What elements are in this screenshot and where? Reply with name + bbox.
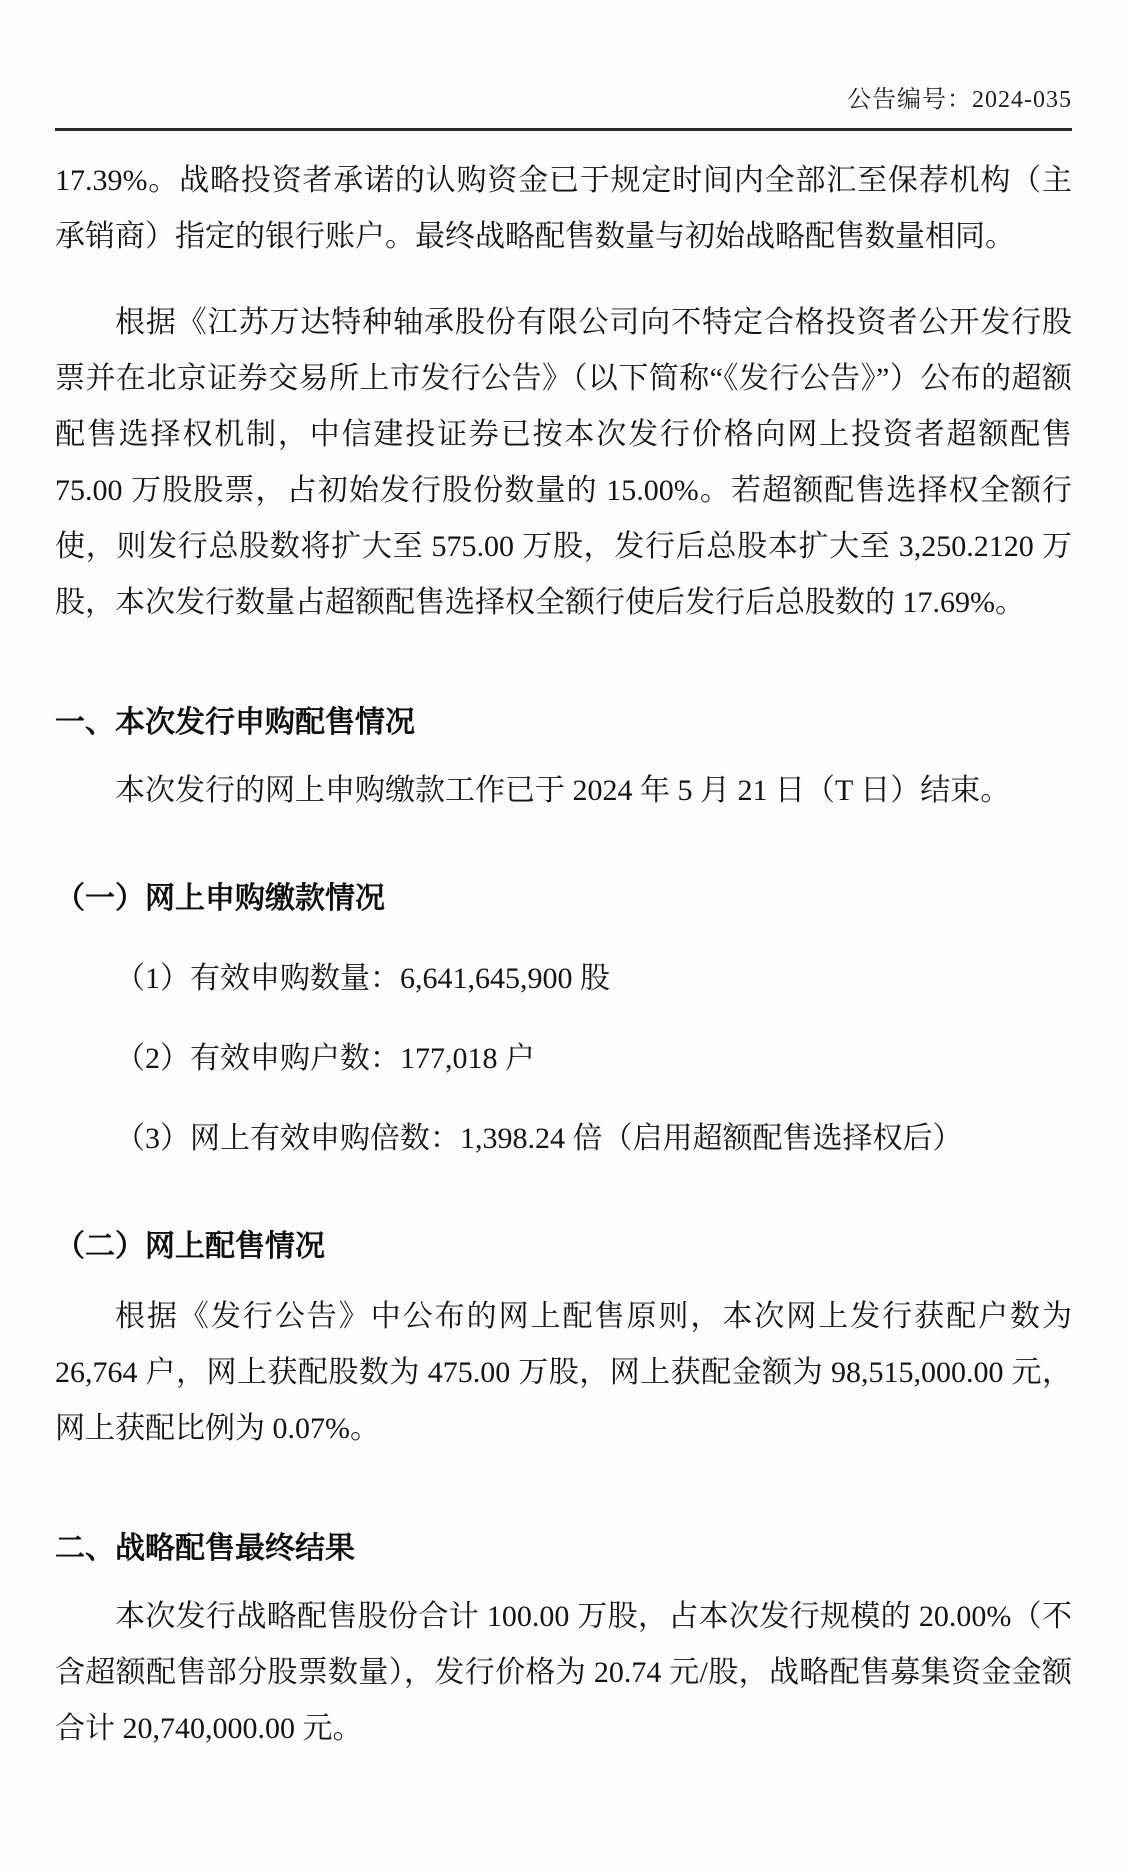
paragraph-online-payment-end-date: 本次发行的网上申购缴款工作已于 2024 年 5 月 21 日（T 日）结束。	[115, 774, 1011, 807]
list-item-valid-subscription-accounts: （2）有效申购户数：177,018 户	[115, 1042, 535, 1075]
paragraph-strategic-placement-result: 本次发行战略配售股份合计 100.00 万股，占本次发行规模的 20.00%（不含超额配售部分股票数量），发行价格为 20.74 元/股，战略配售募集资金金额合计 20,740,000.00 元。	[55, 1600, 1072, 1745]
paragraph-subscription-funds-carryover: 17.39%。战略投资者承诺的认购资金已于规定时间内全部汇至保荐机构（主承销商）指定的银行账户。最终战略配售数量与初始战略配售数量相同。	[55, 164, 1072, 253]
section-2-heading: 二、战略配售最终结果	[55, 1532, 355, 1565]
paragraph-overallotment-option: 根据《江苏万达特种轴承股份有限公司向不特定合格投资者公开发行股票并在北京证券交易所上市发行公告》（以下简称“《发行公告》”）公布的超额配售选择权机制，中信建投证券已按本次发行价格向网上投资者超额配售 75.00 万股股票，占初始发行股份数量的 15.00%。若超额配售选择权全额行使，则发行总股数将扩大至 575.00 万股，发行后总股本扩大至 3,250.2120 万股，本次发行数量占超额配售选择权全额行使后发行后总股数的 17.69%。	[55, 306, 1072, 619]
subsection-1-1-heading: （一）网上申购缴款情况	[55, 882, 385, 915]
list-item-valid-subscription-quantity: （1）有效申购数量：6,641,645,900 股	[115, 962, 610, 995]
announcement-number: 公告编号：2024-035	[847, 87, 1072, 113]
paragraph-online-allotment-result: 根据《发行公告》中公布的网上配售原则，本次网上发行获配户数为 26,764 户，网上获配股数为 475.00 万股，网上获配金额为 98,515,000.00 元，网上获配比例为 0.07%。	[55, 1300, 1072, 1445]
header-rule-divider	[55, 128, 1072, 131]
list-item-valid-subscription-multiple: （3）网上有效申购倍数：1,398.24 倍（启用超额配售选择权后）	[115, 1122, 963, 1155]
subsection-1-2-heading: （二）网上配售情况	[55, 1230, 325, 1263]
section-1-heading: 一、本次发行申购配售情况	[55, 706, 415, 739]
